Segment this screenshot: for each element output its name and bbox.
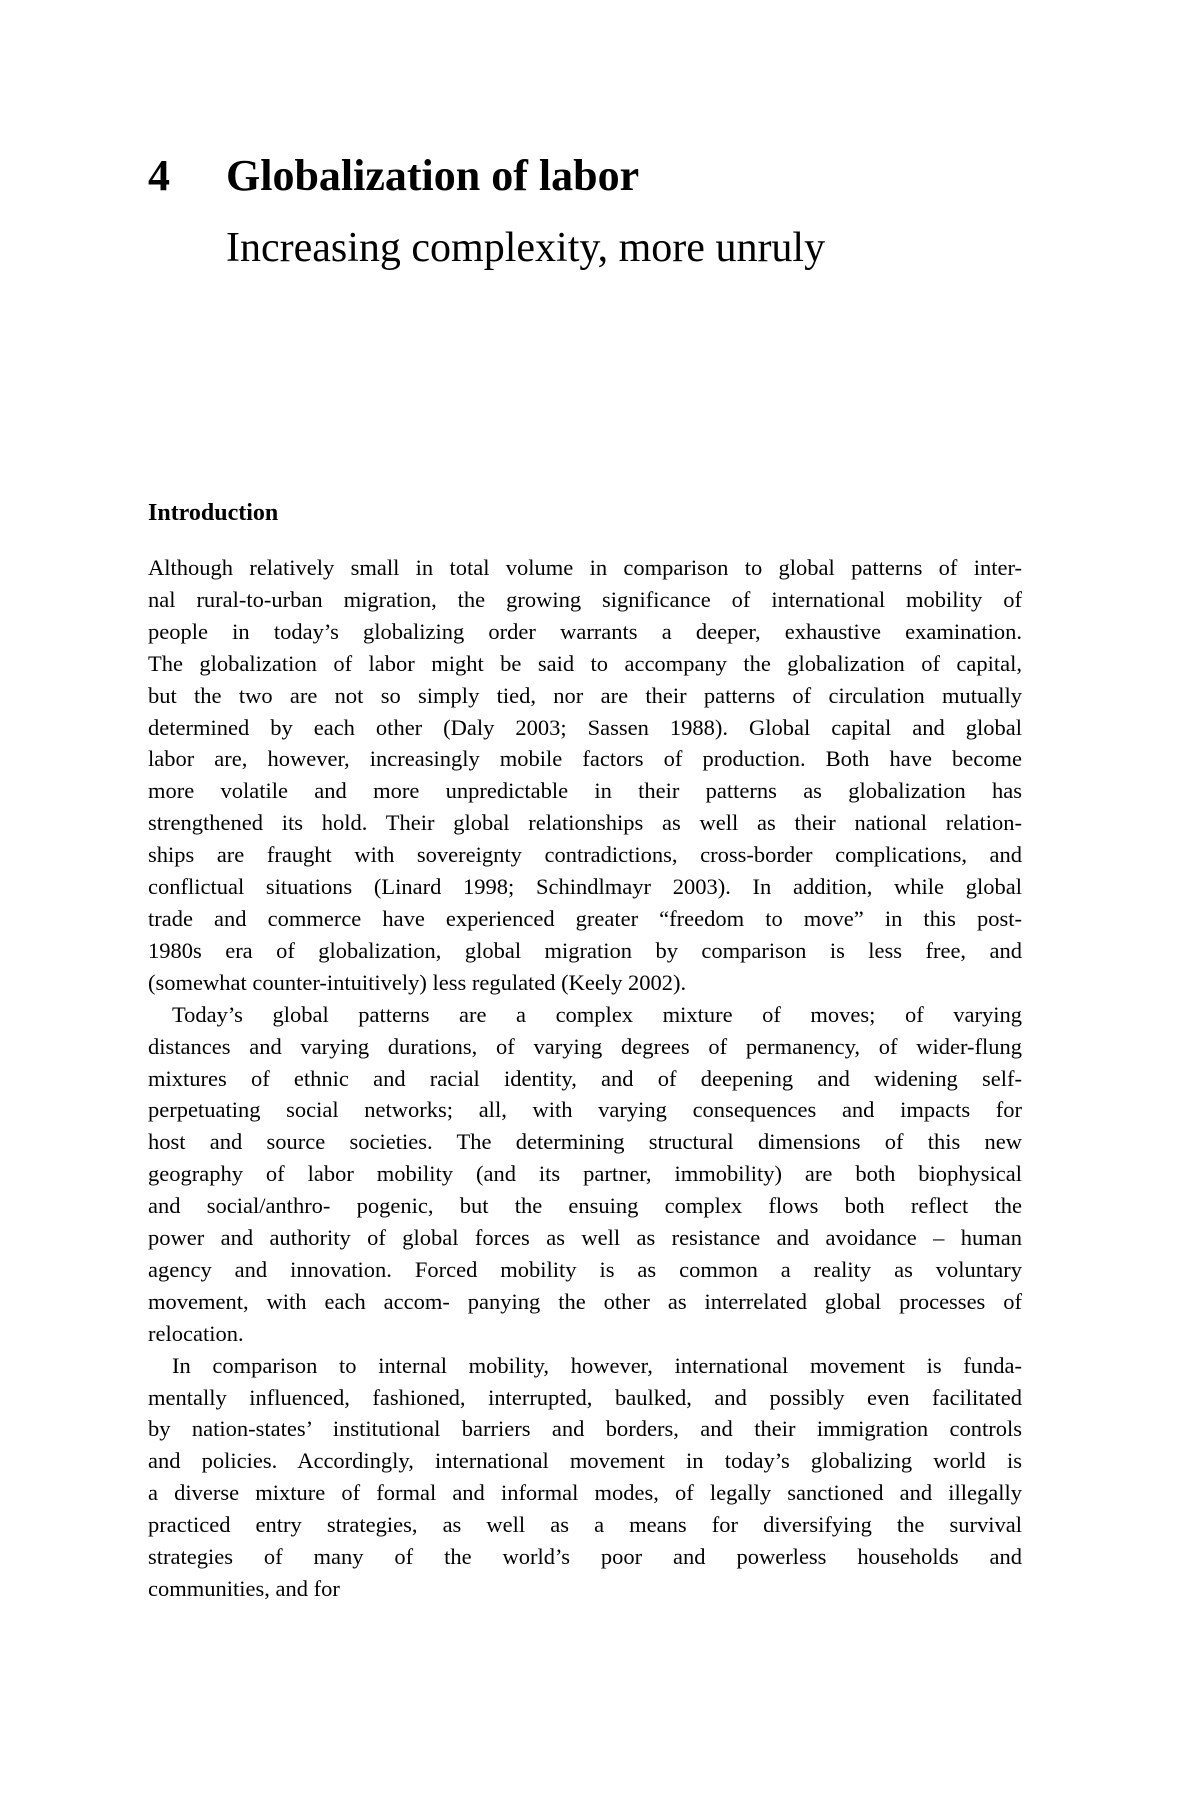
text-line: people in today’s globalizing order warrants a deeper, exhaustive examination. bbox=[148, 618, 1022, 644]
text-line: and social/anthro- pogenic, but the ensuing complex flows both reflect the bbox=[148, 1193, 1022, 1219]
body-text bbox=[148, 552, 1022, 1605]
text-line: trade and commerce have experienced greater “freedom to move” in this post- bbox=[148, 905, 1022, 931]
text-line: The globalization of labor might be said to accompany the globalization of capital, bbox=[148, 650, 1022, 676]
text-line: ships are fraught with sovereignty contradictions, cross-border complications, and bbox=[148, 842, 1022, 868]
text-line: power and authority of global forces as well as resistance and avoidance – human bbox=[148, 1225, 1022, 1251]
text-line: Although relatively small in total volume in comparison to global patterns of inter- bbox=[148, 555, 1022, 580]
text-line: mixtures of ethnic and racial identity, and of deepening and widening self- bbox=[148, 1065, 1022, 1091]
text-line: strengthened its hold. Their global relationships as well as their national relation- bbox=[148, 810, 1022, 836]
text-line: conflictual situations (Linard 1998; Schindlmayr 2003). In addition, while global bbox=[148, 874, 1022, 900]
text-line: more volatile and more unpredictable in their patterns as globalization has bbox=[148, 778, 1022, 804]
paragraph bbox=[148, 999, 1022, 1350]
text-line: agency and innovation. Forced mobility is as common a reality as voluntary bbox=[148, 1256, 1022, 1282]
paragraph bbox=[148, 1350, 1022, 1605]
text-line: labor are, however, increasingly mobile factors of production. Both have become bbox=[148, 746, 1022, 772]
text-line: and policies. Accordingly, international movement in today’s globalizing world is bbox=[148, 1448, 1022, 1474]
text-line: movement, with each accom- panying the other as interrelated global processes of bbox=[148, 1288, 1022, 1314]
text-line: 1980s era of globalization, global migration by comparison is less free, and bbox=[148, 937, 1022, 963]
chapter-title: Globalization of labor bbox=[226, 151, 640, 200]
section-heading: Introduction bbox=[148, 500, 279, 526]
text-line: relocation. bbox=[148, 1320, 244, 1346]
text-line: (somewhat counter-intuitively) less regulated (Keely 2002). bbox=[148, 969, 687, 995]
text-line: mentally influenced, fashioned, interrupted, baulked, and possibly even facilitated bbox=[148, 1384, 1022, 1410]
text-line: Today’s global patterns are a complex mixture of moves; of varying bbox=[172, 1001, 1022, 1027]
text-line: by nation-states’ institutional barriers and borders, and their immigration controls bbox=[148, 1416, 1022, 1442]
text-line: In comparison to internal mobility, however, international movement is funda- bbox=[172, 1352, 1022, 1378]
text-line: host and source societies. The determining structural dimensions of this new bbox=[148, 1129, 1022, 1155]
chapter-number: 4 bbox=[148, 151, 170, 200]
text-line: strategies of many of the world’s poor and powerless households and bbox=[148, 1544, 1022, 1570]
text-line: a diverse mixture of formal and informal modes, of legally sanctioned and illegally bbox=[148, 1480, 1022, 1506]
text-line: but the two are not so simply tied, nor are their patterns of circulation mutually bbox=[148, 682, 1022, 708]
text-line: geography of labor mobility (and its partner, immobility) are both biophysical bbox=[148, 1161, 1022, 1187]
text-line: distances and varying durations, of varying degrees of permanency, of wider-flung bbox=[148, 1033, 1022, 1059]
text-line: determined by each other (Daly 2003; Sassen 1988). Global capital and global bbox=[148, 714, 1022, 740]
chapter-subtitle: Increasing complexity, more unruly bbox=[226, 225, 826, 271]
chapter-heading bbox=[148, 150, 639, 201]
paragraph bbox=[148, 552, 1022, 999]
text-line: communities, and for bbox=[148, 1576, 340, 1601]
text-line: perpetuating social networks; all, with varying consequences and impacts for bbox=[148, 1097, 1022, 1123]
text-line: practiced entry strategies, as well as a means for diversifying the survival bbox=[148, 1512, 1022, 1538]
text-line: nal rural-to-urban migration, the growing significance of international mobility of bbox=[148, 586, 1022, 612]
